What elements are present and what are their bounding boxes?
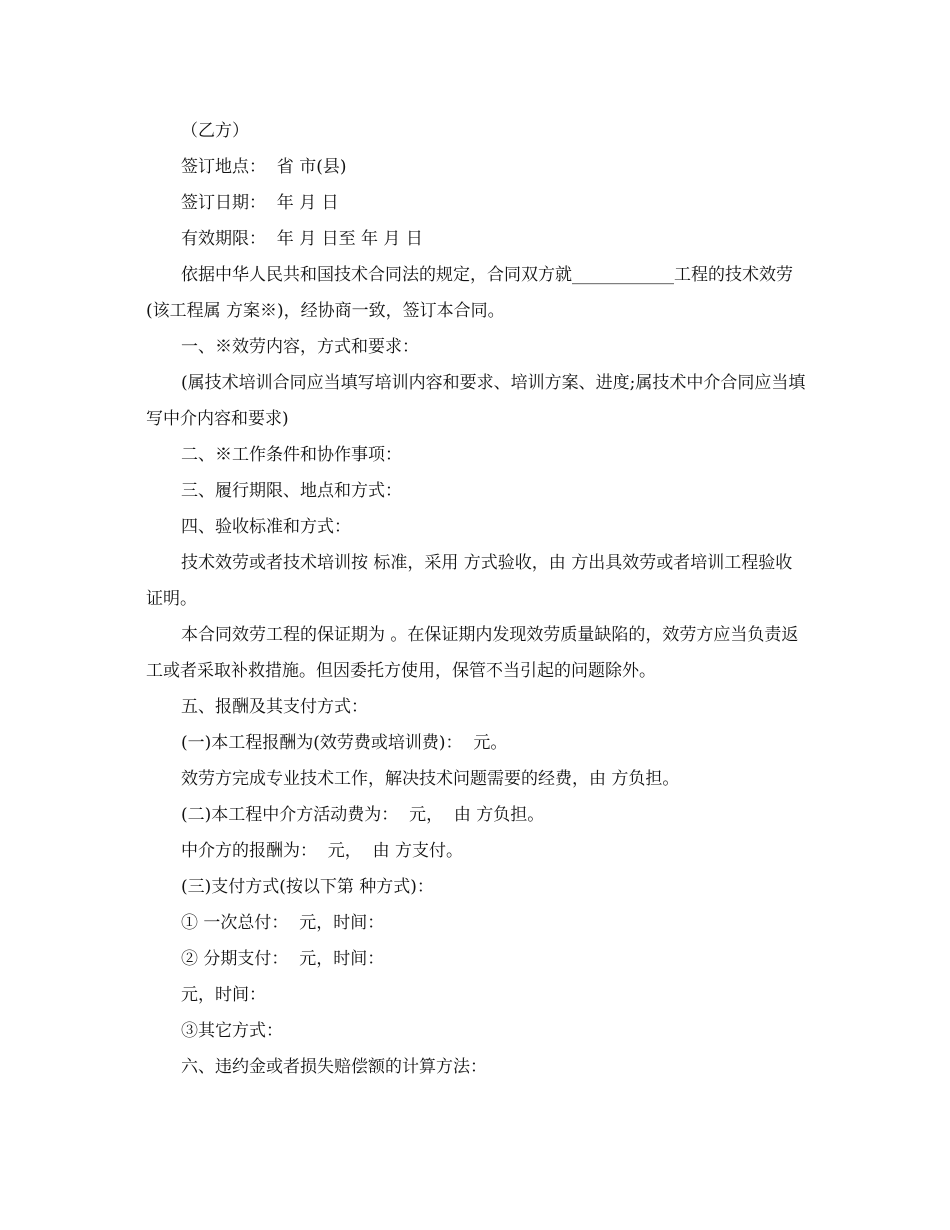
document-body [146,113,806,1085]
paragraph-payment-method: (三)支付方式(按以下第 种方式)： [181,877,434,897]
heading-acceptance: 四、验收标准和方式： [181,517,351,537]
heading-payment: 五、报酬及其支付方式： [181,697,368,717]
heading-service-content: 一、※效劳内容，方式和要求： [181,337,419,357]
paragraph-service-content-note: (属技术培训合同应当填写培训内容和要求、培训方案、进度;属技术中介合同应当填写中介内容和要求) [146,373,806,429]
paragraph-lump-sum: ① 一次总付： 元，时间： [181,913,385,933]
paragraph-signing-date: 签订日期： 年 月 日 [181,193,339,213]
paragraph-acceptance-method: 技术效劳或者技术培训按 标准，采用 方式验收，由 方出具效劳或者培训工程验收证明。 [146,553,793,609]
heading-penalty: 六、违约金或者损失赔偿额的计算方法： [181,1057,487,1077]
paragraph-signing-place: 签订地点： 省 市(县) [181,157,347,177]
paragraph-expense-bearer: 效劳方完成专业技术工作，解决技术问题需要的经费，由 方负担。 [181,769,680,789]
paragraph-party-b: （乙方） [181,121,249,141]
paragraph-payment-amount: (一)本工程报酬为(效劳费或培训费)： 元。 [181,733,508,753]
paragraph-installment-time: 元，时间： [181,985,266,1005]
heading-work-conditions: 二、※工作条件和协作事项： [181,445,402,465]
paragraph-validity-period: 有效期限： 年 月 日至 年 月 日 [181,229,423,249]
paragraph-preamble: 依据中华人民共和国技术合同法的规定，合同双方就____________工程的技术效劳(该工程属 方案※)，经协商一致，签订本合同。 [146,265,793,321]
paragraph-other-method: ③其它方式： [181,1021,283,1041]
paragraph-intermediary-fee: (二)本工程中介方活动费为： 元， 由 方负担。 [181,805,545,825]
paragraph-warranty: 本合同效劳工程的保证期为 。在保证期内发现效劳质量缺陷的，效劳方应当负责返工或者采取补救措施。但因委托方使用，保管不当引起的问题除外。 [146,625,799,681]
heading-performance-terms: 三、履行期限、地点和方式： [181,481,402,501]
paragraph-installments: ② 分期支付： 元，时间： [181,949,385,969]
paragraph-intermediary-reward: 中介方的报酬为： 元， 由 方支付。 [181,841,464,861]
